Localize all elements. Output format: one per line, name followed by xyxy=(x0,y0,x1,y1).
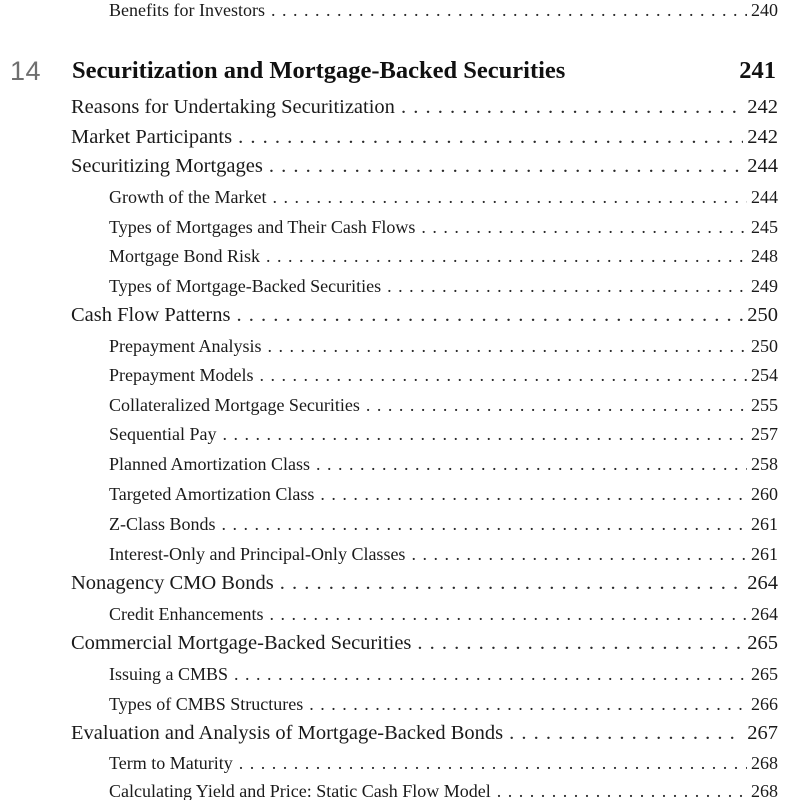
toc-entry-title: Prepayment Models xyxy=(109,365,254,385)
toc-entry-title: Commercial Mortgage-Backed Securities xyxy=(71,632,412,654)
toc-entry-page: 260 xyxy=(751,484,778,504)
toc-entry-title: Sequential Pay xyxy=(109,424,217,444)
toc-entry-title: Z-Class Bonds xyxy=(109,514,216,534)
dot-leader xyxy=(267,336,747,357)
dot-leader xyxy=(366,395,747,416)
dot-leader xyxy=(320,484,747,505)
chapter-title: Securitization and Mortgage-Backed Securities xyxy=(72,57,566,84)
dot-leader xyxy=(222,424,747,445)
toc-entry-title: Types of Mortgages and Their Cash Flows xyxy=(109,217,416,237)
toc-subentry[interactable] xyxy=(109,395,778,423)
toc-entry-page: 265 xyxy=(751,664,778,684)
dot-leader xyxy=(239,753,747,774)
toc-entry-title: Reasons for Undertaking Securitization xyxy=(71,96,395,118)
toc-entry-title: Types of Mortgage-Backed Securities xyxy=(109,276,382,296)
toc-entry-page: 250 xyxy=(751,336,778,356)
toc-entry-page: 255 xyxy=(751,395,778,415)
toc-subentry[interactable] xyxy=(109,454,778,482)
toc-entry-title: Interest-Only and Principal-Only Classes xyxy=(109,544,406,564)
dot-leader xyxy=(421,217,747,238)
toc-entry-title: Benefits for Investors xyxy=(109,0,265,20)
dot-leader xyxy=(269,155,743,178)
toc-entry-page: 268 xyxy=(751,781,778,800)
dot-leader xyxy=(272,187,747,208)
toc-entry-title: Growth of the Market xyxy=(109,187,267,207)
toc-subentry[interactable] xyxy=(109,544,778,572)
toc-entry-page: 250 xyxy=(747,304,778,326)
toc-entry-title: Types of CMBS Structures xyxy=(109,694,304,714)
toc-subentry[interactable] xyxy=(109,664,778,692)
toc-subentry[interactable] xyxy=(109,276,778,304)
dot-leader xyxy=(387,276,747,297)
toc-entry-page: 248 xyxy=(751,246,778,266)
toc-subentry[interactable] xyxy=(109,484,778,512)
dot-leader xyxy=(316,454,747,475)
toc-subentry[interactable] xyxy=(109,753,778,781)
toc-entry-page: 245 xyxy=(751,217,778,237)
dot-leader xyxy=(497,781,747,800)
toc-entry[interactable] xyxy=(71,155,778,183)
dot-leader xyxy=(238,126,743,149)
dot-leader xyxy=(401,96,743,119)
toc-entry-title: Targeted Amortization Class xyxy=(109,484,315,504)
toc-entry-title: Planned Amortization Class xyxy=(109,454,310,474)
toc-entry-page: 244 xyxy=(751,187,778,207)
dot-leader xyxy=(269,604,747,625)
toc-entry-title: Cash Flow Patterns xyxy=(71,304,231,326)
chapter-page-number: 241 xyxy=(739,57,776,84)
dot-leader xyxy=(309,694,747,715)
toc-entry-page: 265 xyxy=(747,632,778,654)
toc-entry-title: Prepayment Analysis xyxy=(109,336,262,356)
dot-leader xyxy=(271,0,747,21)
toc-entry-title: Evaluation and Analysis of Mortgage-Backed Bonds xyxy=(71,722,504,744)
toc-entry[interactable] xyxy=(71,304,778,332)
toc-subentry[interactable] xyxy=(109,514,778,542)
toc-entry-page: 261 xyxy=(751,544,778,564)
toc-entry-page: 264 xyxy=(747,572,778,594)
toc-entry-page: 258 xyxy=(751,454,778,474)
toc-subentry[interactable] xyxy=(109,336,778,364)
dot-leader xyxy=(280,572,744,595)
dot-leader xyxy=(236,304,743,327)
chapter-heading[interactable] xyxy=(0,54,800,94)
toc-subentry[interactable] xyxy=(109,217,778,245)
toc-entry-title: Calculating Yield and Price: Static Cash Flow Model xyxy=(109,781,491,800)
toc-subentry[interactable] xyxy=(109,365,778,393)
toc-subentry[interactable] xyxy=(109,781,778,800)
toc-entry-page: 244 xyxy=(747,155,778,177)
toc-entry-title: Issuing a CMBS xyxy=(109,664,229,684)
toc-subentry[interactable] xyxy=(109,187,778,215)
toc-entry[interactable] xyxy=(71,632,778,660)
dot-leader xyxy=(234,664,747,685)
toc-entry-benefits-for-investors[interactable] xyxy=(109,0,778,28)
dot-leader xyxy=(509,722,743,745)
dot-leader xyxy=(411,544,747,565)
toc-entry[interactable] xyxy=(71,572,778,600)
chapter-number: 14 xyxy=(10,56,42,86)
dot-leader xyxy=(417,632,743,655)
toc-entry-page: 254 xyxy=(751,365,778,385)
toc-entry-page: 242 xyxy=(747,126,778,148)
toc-entry-page: 240 xyxy=(751,0,778,20)
toc-subentry[interactable] xyxy=(109,694,778,722)
toc-entry[interactable] xyxy=(71,96,778,124)
toc-entry-page: 266 xyxy=(751,694,778,714)
toc-entry-title: Securitizing Mortgages xyxy=(71,155,263,177)
toc-entry-title: Collateralized Mortgage Securities xyxy=(109,395,360,415)
dot-leader xyxy=(266,246,747,267)
toc-entry-page: 257 xyxy=(751,424,778,444)
toc-entry-page: 267 xyxy=(747,722,778,744)
toc-entry[interactable] xyxy=(71,126,778,154)
toc-entry-title: Market Participants xyxy=(71,126,233,148)
toc-entry-page: 264 xyxy=(751,604,778,624)
toc-subentry[interactable] xyxy=(109,424,778,452)
toc-entry-title: Credit Enhancements xyxy=(109,604,264,624)
toc-subentry[interactable] xyxy=(109,246,778,274)
toc-entry-title: Nonagency CMO Bonds xyxy=(71,572,274,594)
toc-entry-title: Term to Maturity xyxy=(109,753,233,773)
toc-entry-page: 242 xyxy=(747,96,778,118)
dot-leader xyxy=(222,514,747,535)
toc-entry-page: 261 xyxy=(751,514,778,534)
toc-entry-page: 268 xyxy=(751,753,778,773)
toc-entry-page: 249 xyxy=(751,276,778,296)
dot-leader xyxy=(259,365,747,386)
toc-entry-title: Mortgage Bond Risk xyxy=(109,246,260,266)
toc-subentry[interactable] xyxy=(109,604,778,632)
toc-entry[interactable] xyxy=(71,722,778,750)
